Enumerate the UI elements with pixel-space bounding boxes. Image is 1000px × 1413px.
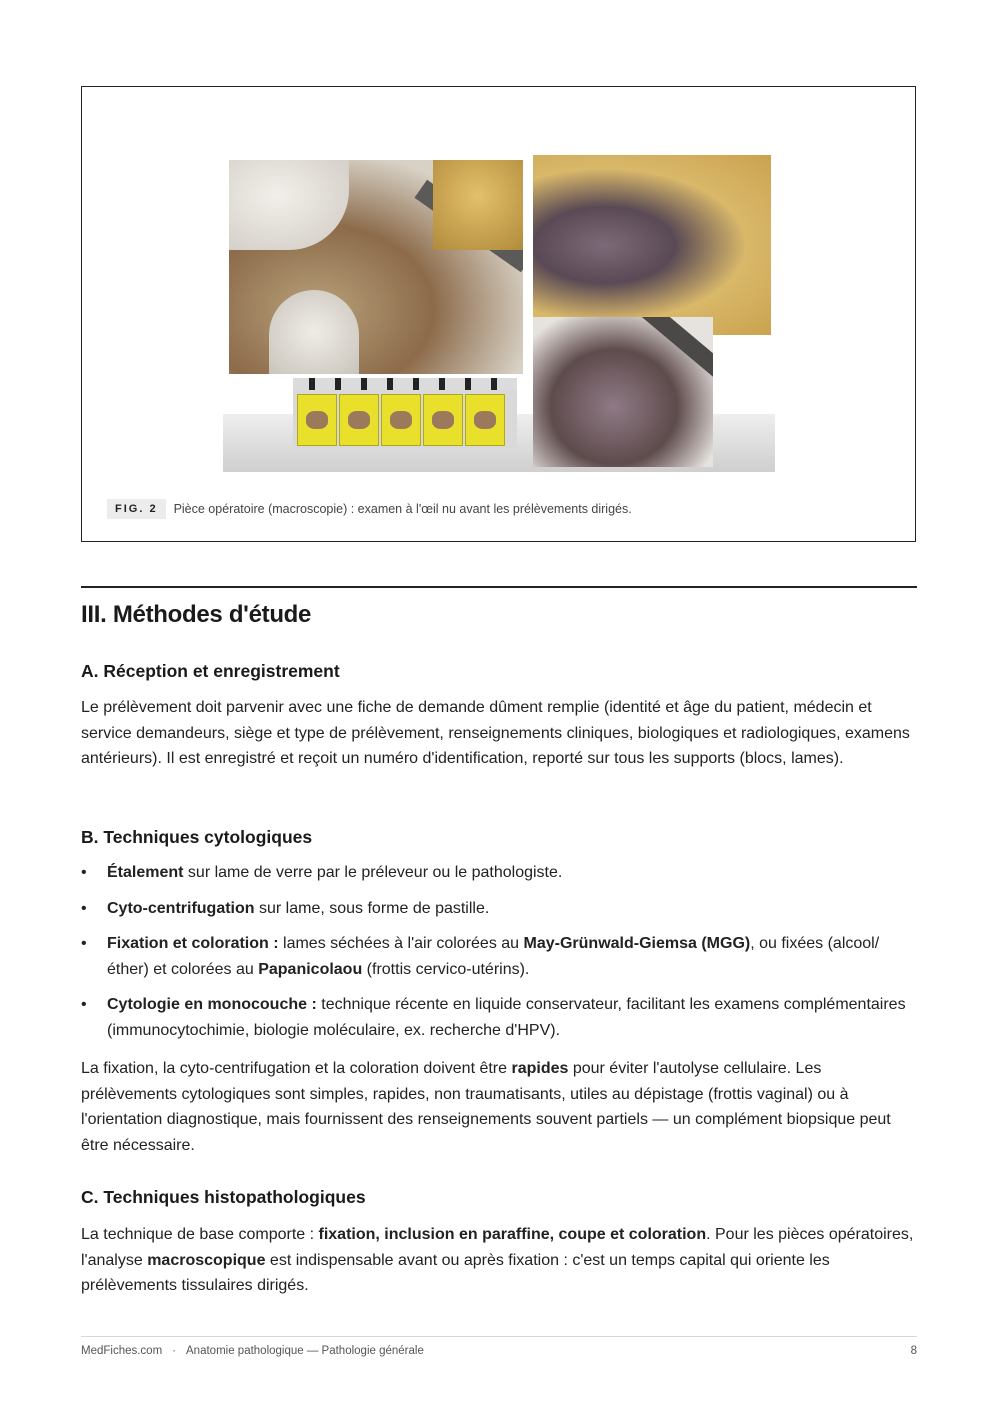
subsection-c-title: C. Techniques histopathologiques — [81, 1187, 366, 1207]
bullet-term: May-Grünwald-Giemsa (MGG) — [523, 935, 751, 952]
figure-tag: FIG. 2 — [107, 499, 166, 519]
list-item — [81, 931, 917, 982]
bullet-text: lames séchées à l'air colorées au — [278, 935, 524, 952]
tissue-cassette — [297, 394, 337, 446]
bullet-text: sur lame de verre par le préleveur ou le pathologiste. — [183, 864, 563, 881]
figure-caption — [107, 499, 632, 519]
section-title: III. Méthodes d'étude — [81, 601, 312, 628]
paragraph-emphasis: rapides — [511, 1060, 569, 1077]
bullet-term: Fixation et coloration : — [107, 935, 279, 952]
footer-course: Anatomie pathologique — Pathologie générale — [186, 1345, 424, 1357]
bullet-term: Papanicolaou — [258, 960, 363, 978]
macroscopy-photo-collage — [223, 155, 775, 472]
page-number: 8 — [910, 1345, 917, 1357]
bullet-text: , ou fixées (alcool/éther) et colorées au — [107, 935, 880, 978]
footer-site: MedFiches.com — [81, 1345, 163, 1357]
tissue-cassette — [465, 394, 505, 446]
tissue-cassette — [339, 394, 379, 446]
paragraph-text: est indispensable avant ou après fixation : c'est un temps capital qui oriente les prélèvements tissulaires dirigés. — [81, 1251, 830, 1294]
bullet-text: technique récente en liquide conservateur, facilitant les examens complémentaires (immunocytochimie, biologie moléculaire, ex. recherche d'HPV). — [107, 996, 906, 1039]
footer-left — [81, 1345, 424, 1357]
paragraph-emphasis: fixation, inclusion en paraffine, coupe et coloration — [318, 1226, 707, 1243]
list-item — [81, 896, 917, 922]
paragraph-emphasis: macroscopique — [147, 1251, 266, 1269]
subsection-c-paragraph — [81, 1222, 921, 1299]
section-divider — [81, 586, 917, 588]
photo-specimen-cut — [533, 317, 713, 467]
tissue-cassette — [381, 394, 421, 446]
paragraph-text: pour éviter l'autolyse cellulaire. Les prélèvements cytologiques sont simples, rapides, non traumatisants, utiles au dépistage (frottis vaginal) ou à l'orientation diagnostique, mais fournissent des renseignements souvent partiels — un complément biopsique peut être nécessaire. — [81, 1060, 891, 1154]
cytology-techniques-list — [81, 860, 917, 1053]
knife-blade-shape — [640, 317, 713, 386]
subsection-b-title: B. Techniques cytologiques — [81, 827, 313, 847]
figure-caption-text: Pièce opératoire (macroscopie) : examen à l'œil nu avant les prélèvements dirigés. — [173, 502, 632, 516]
bullet-text: sur lame, sous forme de pastille. — [254, 899, 490, 917]
photo-tissue-cassettes — [293, 378, 517, 448]
tissue-cassette — [423, 394, 463, 446]
paragraph-text: La fixation, la cyto-centrifugation et la coloration doivent être — [81, 1060, 512, 1077]
paragraph-text: La technique de base comporte : — [81, 1226, 319, 1243]
bullet-term: Cytologie en monocouche : — [107, 996, 317, 1013]
bullet-term: Étalement — [107, 864, 184, 881]
footer-divider — [81, 1336, 917, 1337]
photo-specimen-overview — [533, 155, 771, 335]
subsection-a-text: Le prélèvement doit parvenir avec une fiche de demande dûment remplie (identité et âge du patient, médecin et service demandeurs, siège et type de prélèvement, renseignements cliniques, biologiques et radiologiques, examens antérieurs). Il est enregistré et reçoit un numéro d'identification, reporté sur tous les supports (blocs, lames). — [81, 699, 910, 767]
bullet-term: Cyto-centrifugation — [107, 899, 255, 917]
paragraph-text: . Pour les pièces opératoires, l'analyse — [81, 1226, 914, 1269]
list-item — [81, 860, 917, 886]
subsection-a-title: A. Réception et enregistrement — [81, 661, 340, 681]
page-footer — [81, 1345, 917, 1357]
bullet-text: (frottis cervico-utérins). — [362, 960, 530, 978]
gloved-hand-shape — [269, 290, 359, 374]
gloved-hand-shape — [229, 160, 349, 250]
fat-tissue-shape — [433, 160, 523, 250]
figure-box — [81, 86, 916, 542]
cassette-rack-holes — [293, 378, 517, 390]
list-item — [81, 992, 917, 1043]
footer-separator: · — [172, 1345, 177, 1357]
subsection-b-paragraph — [81, 1056, 921, 1158]
photo-specimen-dissection — [229, 160, 523, 374]
